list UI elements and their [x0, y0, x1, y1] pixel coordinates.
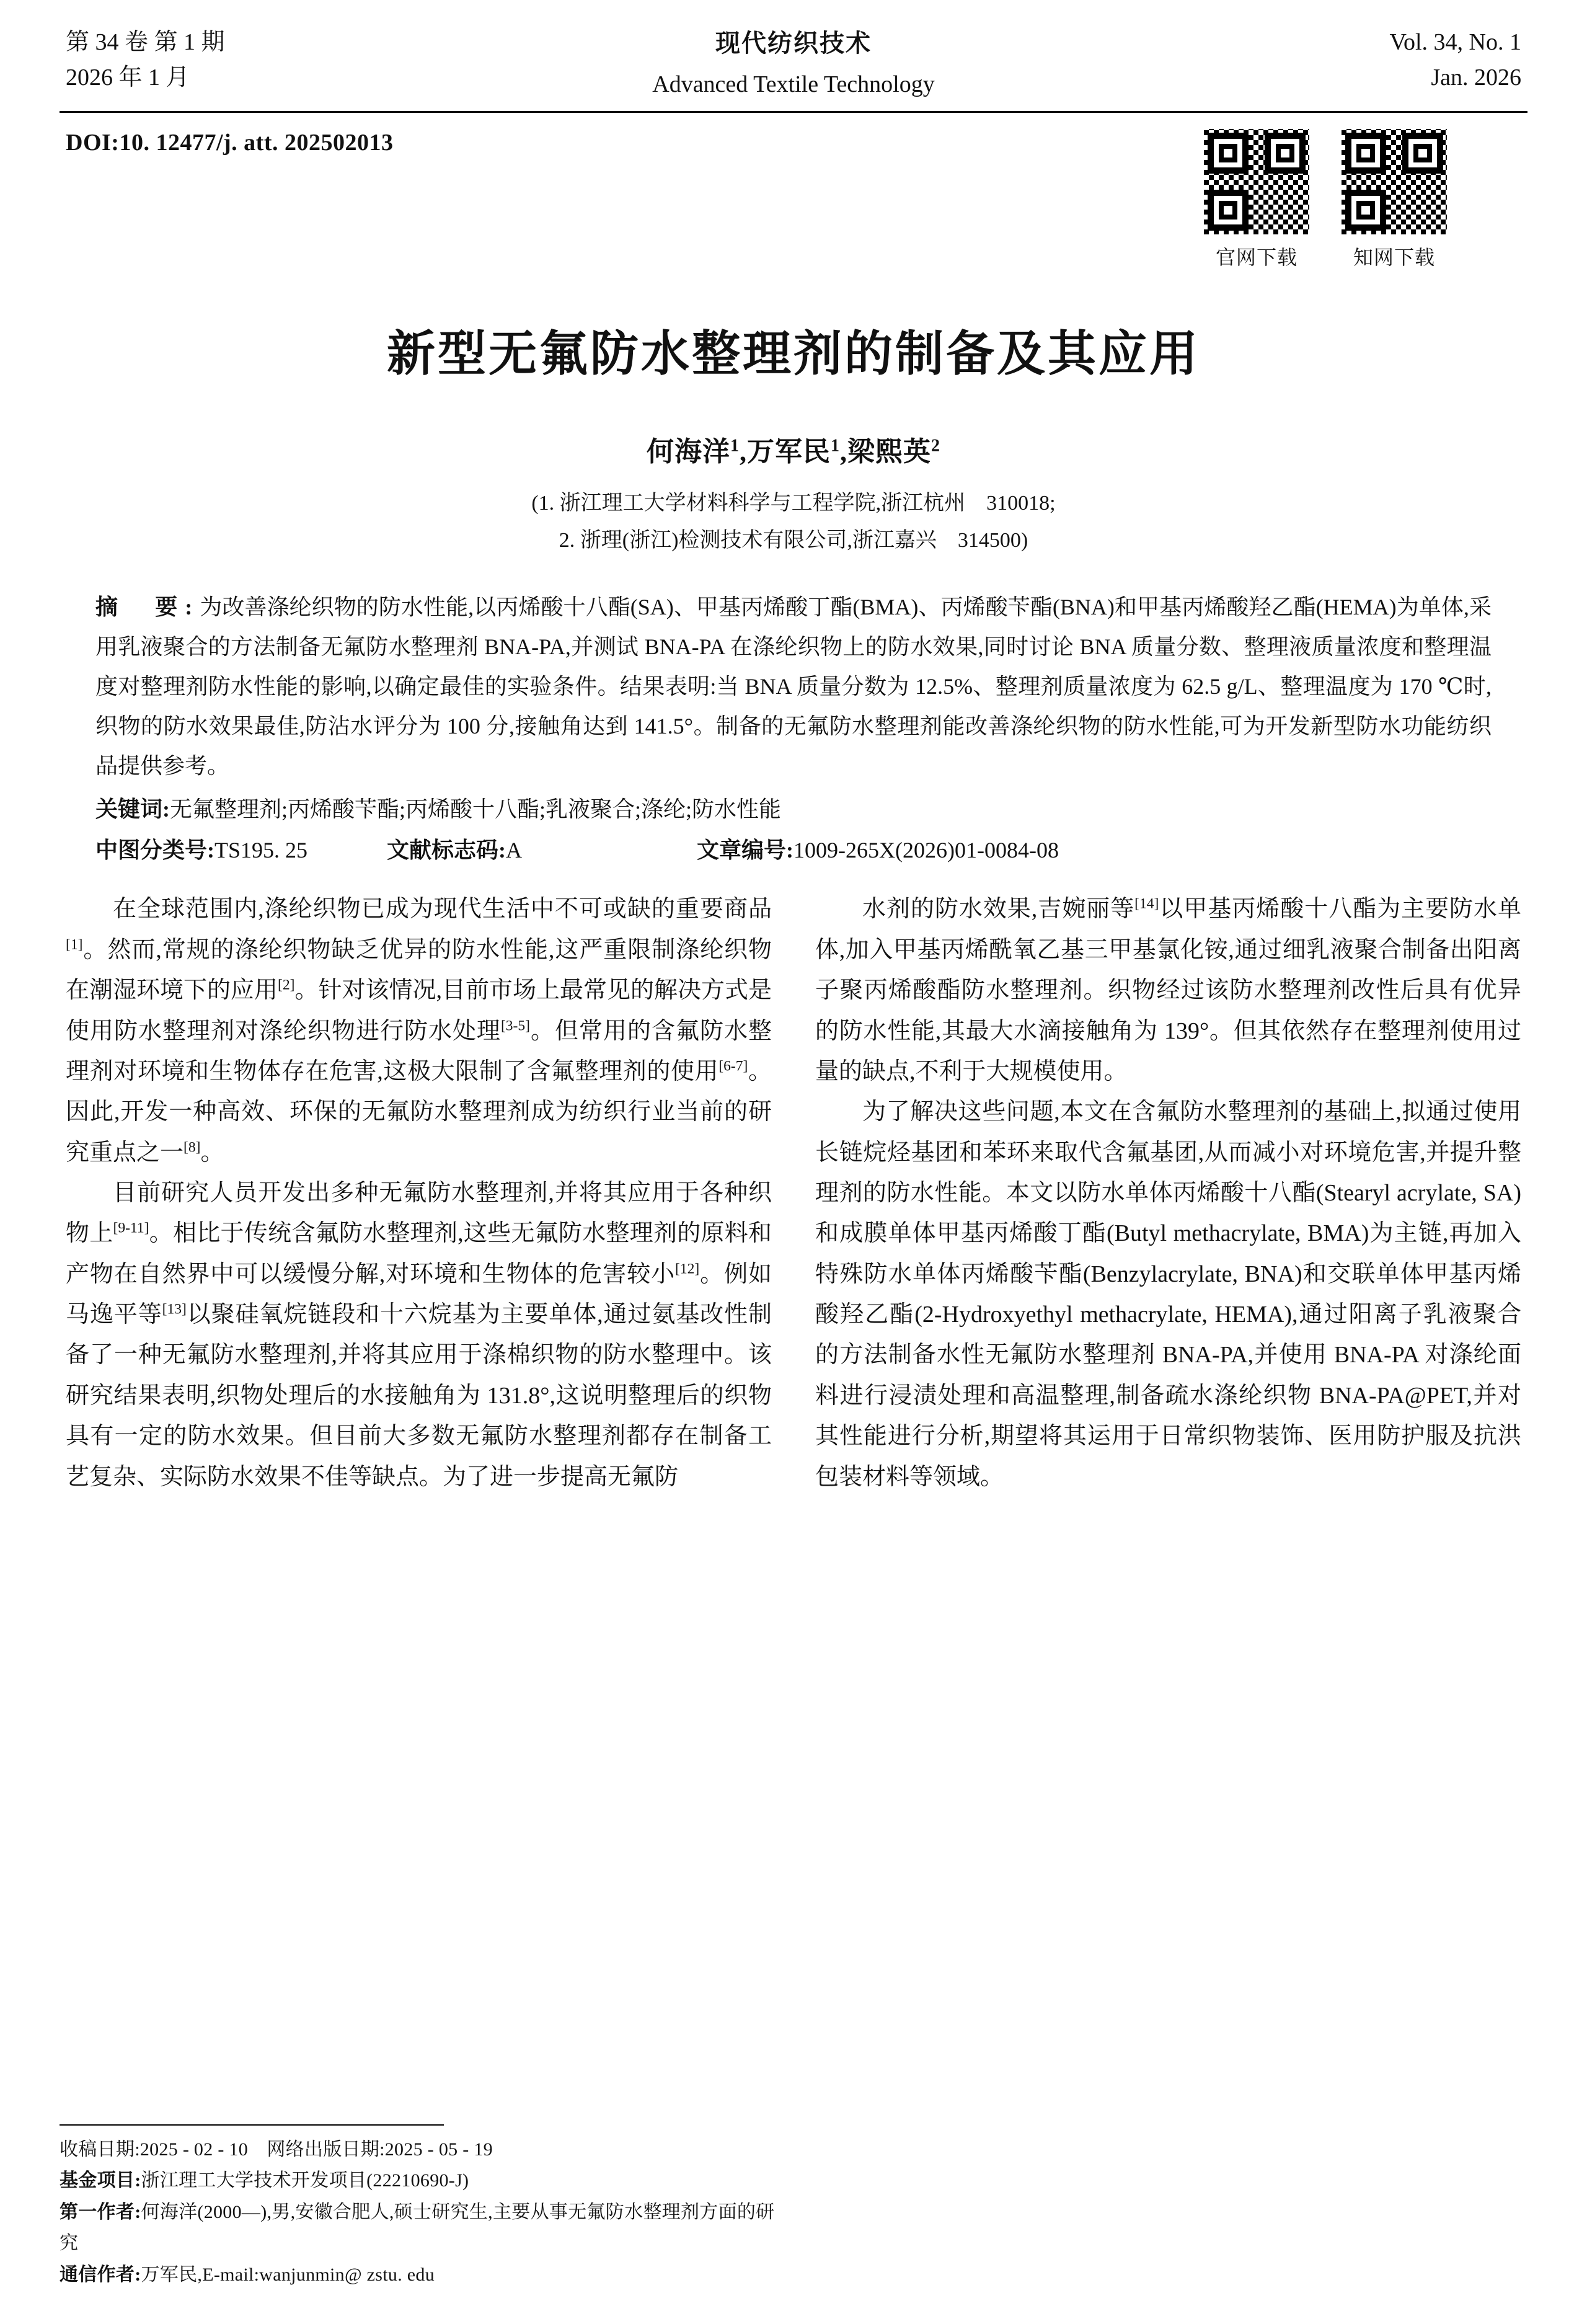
author-affil-marker: 1 — [730, 436, 740, 456]
issue-date-cn: 2026 年 1 月 — [66, 64, 190, 91]
body-column-left — [66, 889, 772, 1497]
author-separator: , — [740, 437, 747, 467]
qr-item-official[interactable] — [1204, 129, 1309, 270]
doi-value: 10. 12477/j. att. 202502013 — [119, 130, 394, 156]
footnote-corresponding-text: 万军民,E-mail:wanjunmin@ zstu. edu — [141, 2264, 435, 2285]
abstract-block — [60, 587, 1527, 786]
qr-caption-official: 官网下载 — [1215, 246, 1297, 268]
author-name: 万军民 — [747, 437, 831, 467]
body-columns — [60, 889, 1527, 1497]
abstract-label: 摘 要: — [95, 595, 200, 619]
author-name: 梁熙英 — [847, 437, 931, 467]
body-column-right — [815, 889, 1521, 1497]
footnote-corresponding-label: 通信作者: — [60, 2264, 141, 2285]
running-head — [60, 25, 1527, 102]
clc-label: 中图分类号: — [95, 838, 214, 863]
author-separator: , — [840, 437, 847, 467]
journal-title-en: Advanced Textile Technology — [652, 71, 935, 97]
volume-issue: 第 34 卷 第 1 期 — [66, 29, 225, 55]
footnote-first-author — [60, 2197, 791, 2260]
affiliation-line-2: 2. 浙理(浙江)检测技术有限公司,浙江嘉兴 314500) — [559, 528, 1028, 552]
article-number-label: 文章编号: — [697, 838, 794, 863]
clc-number — [95, 833, 387, 864]
doi-qr-row — [60, 129, 1527, 270]
footnote-block — [60, 2124, 791, 2291]
footnote-first-author-label: 第一作者: — [60, 2201, 141, 2222]
footnote-corresponding-author — [60, 2260, 791, 2291]
qr-code-group — [1204, 129, 1447, 270]
issue-date-en: Jan. 2026 — [1431, 64, 1521, 91]
paragraph: 水剂的防水效果,吉婉丽等[14]以甲基丙烯酸十八酯为主要防水单体,加入甲基丙烯酰氧乙基三甲基氯化铵,通过细乳液聚合制备出阳离子聚丙烯酸酯防水整理剂。织物经过该防水整理剂改性后具有优异的防水性能,其最大水滴接触角为 139°。但其依然存在整理剂使用过量的缺点,不利于大规模使用。 — [815, 895, 1521, 1084]
author-affil-marker: 1 — [831, 436, 840, 456]
running-head-right — [1137, 25, 1521, 95]
doi-label: DOI: — [66, 130, 120, 156]
paragraph: 在全球范围内,涤纶织物已成为现代生活中不可或缺的重要商品[1]。然而,常规的涤纶织物缺乏优异的防水性能,这严重限制涤纶织物在潮湿环境下的应用[2]。针对该情况,目前市场上最常见的解决方式是使用防水整理剂对涤纶织物进行防水处理[3-5]。但常用的含氟防水整理剂对环境和生物体存在危害,这极大限制了含氟整理剂的使用[6-7]。因此,开发一种高效、环保的无氟防水整理剂成为纺织行业当前的研究重点之一[8]。 — [66, 896, 772, 1166]
affiliation-block — [60, 485, 1527, 559]
article-number-value: 1009-265X(2026)01-0084-08 — [794, 838, 1059, 863]
running-head-center — [450, 25, 1137, 102]
journal-title-cn: 现代纺织技术 — [715, 29, 872, 58]
header-divider — [60, 111, 1527, 113]
author-name: 何海洋 — [647, 437, 730, 467]
footnote-fund — [60, 2165, 791, 2196]
document-code — [387, 833, 697, 864]
paragraph: 目前研究人员开发出多种无氟防水整理剂,并将其应用于各种织物上[9-11]。相比于传统含氟防水整理剂,这些无氟防水整理剂的原料和产物在自然界中可以缓慢分解,对环境和生物体的危害较小[12]。例如马逸平等[13]以聚硅氧烷链段和十六烷基为主要单体,通过氨基改性制备了一种无氟防水整理剂,并将其应用于涤棉织物的防水整理中。该研究结果表明,织物处理后的水接触角为 131.8°,这说明整理后的织物具有一定的防水效果。但目前大多数无氟防水整理剂都存在制备工艺复杂、实际防水效果不佳等缺点。为了进一步提高无氟防 — [66, 1179, 772, 1490]
footnote-first-author-text: 何海洋(2000—),男,安徽合肥人,硕士研究生,主要从事无氟防水整理剂方面的研究 — [60, 2201, 775, 2254]
volume-issue-en: Vol. 34, No. 1 — [1389, 29, 1521, 55]
doi-line — [66, 129, 393, 156]
document-code-value: A — [506, 838, 522, 863]
qr-caption-cnki: 知网下载 — [1353, 246, 1435, 268]
footnote-divider — [60, 2124, 444, 2126]
qr-code-icon[interactable] — [1342, 129, 1447, 234]
article-number — [697, 833, 1492, 864]
qr-item-cnki[interactable] — [1342, 129, 1447, 270]
keywords-block — [60, 789, 1527, 829]
paragraph: 为了解决这些问题,本文在含氟防水整理剂的基础上,拟通过使用长链烷烃基团和苯环来取代含氟基团,从而减小对环境危害,并提升整理剂的防水性能。本文以防水单体丙烯酸十八酯(Stearyl acrylate, SA)和成膜单体甲基丙烯酸丁酯(Butyl methacrylate, BMA)为主链,再加入特殊防水单体丙烯酸苄酯(Benzylacrylate, BNA)和交联单体甲基丙烯酸羟乙酯(2-Hydroxyethyl methacrylate, HEMA),通过阳离子乳液聚合的方法制备水性无氟防水整理剂 BNA-PA,并使用 BNA-PA 对涤纶面料进行浸渍处理和高温整理,制备疏水涤纶织物 BNA-PA@PET,并对其性能进行分析,期望将其运用于日常织物装饰、医用防护服及抗洪包装材料等领域。 — [815, 1099, 1521, 1490]
footnote-received: 收稿日期:2025 - 02 - 10 网络出版日期:2025 - 05 - 19 — [60, 2139, 493, 2160]
author-list — [60, 429, 1527, 469]
page-title: 新型无氟防水整理剂的制备及其应用 — [386, 326, 1200, 382]
footnote-fund-text: 浙江理工大学技术开发项目(22210690-J) — [141, 2170, 469, 2191]
qr-code-icon[interactable] — [1204, 129, 1309, 234]
keywords-label: 关键词: — [95, 797, 170, 822]
classification-row — [60, 833, 1527, 864]
keywords-text: 无氟整理剂;丙烯酸苄酯;丙烯酸十八酯;乳液聚合;涤纶;防水性能 — [170, 797, 782, 822]
footnote-fund-label: 基金项目: — [60, 2170, 141, 2191]
document-code-label: 文献标志码: — [387, 838, 506, 863]
abstract-text: 为改善涤纶织物的防水性能,以丙烯酸十八酯(SA)、甲基丙烯酸丁酯(BMA)、丙烯酸苄酯(BNA)和甲基丙烯酸羟乙酯(HEMA)为单体,采用乳液聚合的方法制备无氟防水整理剂 BNA-PA,并测试 BNA-PA 在涤纶织物上的防水效果,同时讨论 BNA 质量分数、整理液质量浓度和整理温度对整理剂防水性能的影响,以确定最佳的实验条件。结果表明:当 BNA 质量分数为 12.5%、整理剂质量浓度为 62.5 g/L、整理温度为 170 ℃时,织物的防水效果最佳,防沾水评分为 100 分,接触角达到 141.5°。制备的无氟防水整理剂能改善涤纶织物的防水性能,可为开发新型防水功能纺织品提供参考。 — [95, 595, 1492, 779]
affiliation-line-1: (1. 浙江理工大学材料科学与工程学院,浙江杭州 310018; — [531, 492, 1056, 515]
clc-value: TS195. 25 — [214, 838, 308, 863]
author-affil-marker: 2 — [931, 436, 940, 456]
running-head-left — [66, 25, 450, 95]
